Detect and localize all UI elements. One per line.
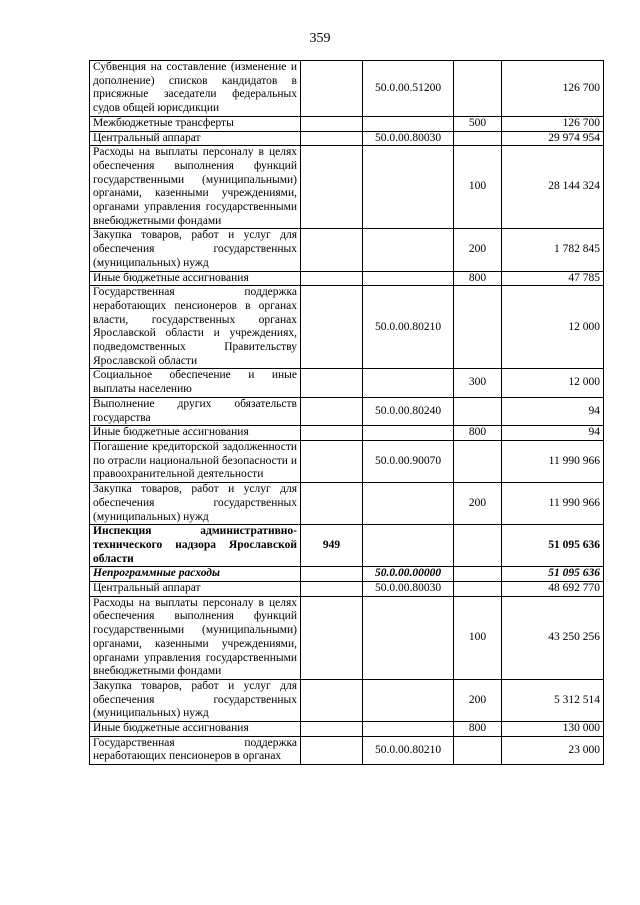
- expense-name-cell: Субвенция на составление (изменение и дополнение) списков кандидатов в присяжные заседатели федеральных судов общей юрисдикции: [90, 61, 301, 117]
- expense-type-cell: [454, 440, 502, 482]
- target-article-cell: 50.0.00.80030: [363, 131, 454, 146]
- target-article-cell: 50.0.00.80210: [363, 286, 454, 369]
- table-row: [90, 397, 604, 425]
- target-article-cell: [363, 679, 454, 721]
- target-article-cell: 50.0.00.00000: [363, 567, 454, 582]
- expense-type-cell: 100: [454, 596, 502, 679]
- target-article-cell: [363, 483, 454, 525]
- amount-cell: 11 990 966: [502, 440, 604, 482]
- department-code-cell: [301, 369, 363, 397]
- table-row: [90, 483, 604, 525]
- amount-cell: 11 990 966: [502, 483, 604, 525]
- table-row: [90, 440, 604, 482]
- expense-type-cell: 200: [454, 483, 502, 525]
- amount-cell: 126 700: [502, 61, 604, 117]
- expense-name-cell: Погашение кредиторской задолженности по отрасли национальной безопасности и правоохранительной деятельности: [90, 440, 301, 482]
- table-row: [90, 369, 604, 397]
- amount-cell: 43 250 256: [502, 596, 604, 679]
- amount-cell: 51 095 636: [502, 525, 604, 567]
- expense-type-cell: [454, 582, 502, 597]
- expense-name-cell: Социальное обеспечение и иные выплаты населению: [90, 369, 301, 397]
- expense-type-cell: 300: [454, 369, 502, 397]
- page-number: 359: [309, 31, 331, 46]
- amount-cell: 12 000: [502, 286, 604, 369]
- department-code-cell: [301, 483, 363, 525]
- amount-cell: 5 312 514: [502, 679, 604, 721]
- department-code-cell: [301, 679, 363, 721]
- expense-name-cell: Закупка товаров, работ и услуг для обеспечения государственных (муниципальных) нужд: [90, 679, 301, 721]
- budget-table: [89, 60, 604, 765]
- department-code-cell: [301, 116, 363, 131]
- expense-type-cell: [454, 567, 502, 582]
- table-row: [90, 61, 604, 117]
- amount-cell: 126 700: [502, 116, 604, 131]
- table-row: [90, 116, 604, 131]
- target-article-cell: [363, 271, 454, 286]
- expense-type-cell: [454, 525, 502, 567]
- amount-cell: 94: [502, 397, 604, 425]
- expense-name-cell: Иные бюджетные ассигнования: [90, 426, 301, 441]
- target-article-cell: [363, 369, 454, 397]
- expense-name-cell: Иные бюджетные ассигнования: [90, 271, 301, 286]
- target-article-cell: [363, 596, 454, 679]
- table-row: [90, 722, 604, 737]
- amount-cell: 23 000: [502, 736, 604, 764]
- target-article-cell: 50.0.00.80240: [363, 397, 454, 425]
- table-row: [90, 229, 604, 271]
- table-row: [90, 146, 604, 229]
- expense-type-cell: 200: [454, 229, 502, 271]
- expense-name-cell: Выполнение других обязательств государства: [90, 397, 301, 425]
- expense-name-cell: Центральный аппарат: [90, 582, 301, 597]
- department-code-cell: [301, 426, 363, 441]
- amount-cell: 94: [502, 426, 604, 441]
- department-code-cell: [301, 131, 363, 146]
- target-article-cell: [363, 146, 454, 229]
- department-code-cell: [301, 397, 363, 425]
- expense-type-cell: [454, 61, 502, 117]
- expense-name-cell: Центральный аппарат: [90, 131, 301, 146]
- expense-name-cell: Непрограммные расходы: [90, 567, 301, 582]
- target-article-cell: 50.0.00.51200: [363, 61, 454, 117]
- expense-type-cell: [454, 397, 502, 425]
- department-code-cell: [301, 440, 363, 482]
- department-code-cell: [301, 736, 363, 764]
- target-article-cell: [363, 525, 454, 567]
- expense-name-cell: Закупка товаров, работ и услуг для обеспечения государственных (муниципальных) нужд: [90, 229, 301, 271]
- expense-name-cell: Межбюджетные трансферты: [90, 116, 301, 131]
- department-code-cell: [301, 596, 363, 679]
- expense-name-cell: Закупка товаров, работ и услуг для обеспечения государственных (муниципальных) нужд: [90, 483, 301, 525]
- target-article-cell: [363, 722, 454, 737]
- expense-type-cell: [454, 736, 502, 764]
- budget-table-body: [90, 61, 604, 765]
- amount-cell: 47 785: [502, 271, 604, 286]
- department-code-cell: [301, 567, 363, 582]
- target-article-cell: [363, 116, 454, 131]
- amount-cell: 12 000: [502, 369, 604, 397]
- amount-cell: 51 095 636: [502, 567, 604, 582]
- expense-type-cell: 100: [454, 146, 502, 229]
- target-article-cell: 50.0.00.90070: [363, 440, 454, 482]
- expense-name-cell: Инспекция административно-технического надзора Ярославской области: [90, 525, 301, 567]
- target-article-cell: [363, 426, 454, 441]
- target-article-cell: [363, 229, 454, 271]
- expense-type-cell: 800: [454, 271, 502, 286]
- amount-cell: 1 782 845: [502, 229, 604, 271]
- expense-name-cell: Расходы на выплаты персоналу в целях обеспечения выполнения функций государственными (муниципальными) органами, казенными учреждениями, органами управления государственными внебюджетными фондами: [90, 146, 301, 229]
- department-code-cell: [301, 146, 363, 229]
- table-row: [90, 426, 604, 441]
- department-code-cell: [301, 229, 363, 271]
- table-row: [90, 679, 604, 721]
- expense-name-cell: Государственная поддержка неработающих пенсионеров в органах власти, государственных органах Ярославской области и учреждениях, подведомственных Правительству Ярославской области: [90, 286, 301, 369]
- target-article-cell: 50.0.00.80210: [363, 736, 454, 764]
- amount-cell: 48 692 770: [502, 582, 604, 597]
- expense-name-cell: Иные бюджетные ассигнования: [90, 722, 301, 737]
- expense-type-cell: 500: [454, 116, 502, 131]
- expense-type-cell: [454, 131, 502, 146]
- department-code-cell: [301, 582, 363, 597]
- amount-cell: 130 000: [502, 722, 604, 737]
- table-row: [90, 596, 604, 679]
- expense-type-cell: [454, 286, 502, 369]
- expense-name-cell: Расходы на выплаты персоналу в целях обеспечения выполнения функций государственными (муниципальными) органами, казенными учреждениями, органами управления государственными внебюджетными фондами: [90, 596, 301, 679]
- table-row: [90, 271, 604, 286]
- amount-cell: 28 144 324: [502, 146, 604, 229]
- table-row: [90, 525, 604, 567]
- department-code-cell: [301, 286, 363, 369]
- table-row: [90, 736, 604, 764]
- department-code-cell: [301, 722, 363, 737]
- expense-type-cell: 200: [454, 679, 502, 721]
- table-row: [90, 131, 604, 146]
- target-article-cell: 50.0.00.80030: [363, 582, 454, 597]
- expense-type-cell: 800: [454, 426, 502, 441]
- expense-type-cell: 800: [454, 722, 502, 737]
- table-row: [90, 567, 604, 582]
- table-row: [90, 582, 604, 597]
- department-code-cell: 949: [301, 525, 363, 567]
- department-code-cell: [301, 61, 363, 117]
- expense-name-cell: Государственная поддержка неработающих пенсионеров в органах: [90, 736, 301, 764]
- department-code-cell: [301, 271, 363, 286]
- amount-cell: 29 974 954: [502, 131, 604, 146]
- table-row: [90, 286, 604, 369]
